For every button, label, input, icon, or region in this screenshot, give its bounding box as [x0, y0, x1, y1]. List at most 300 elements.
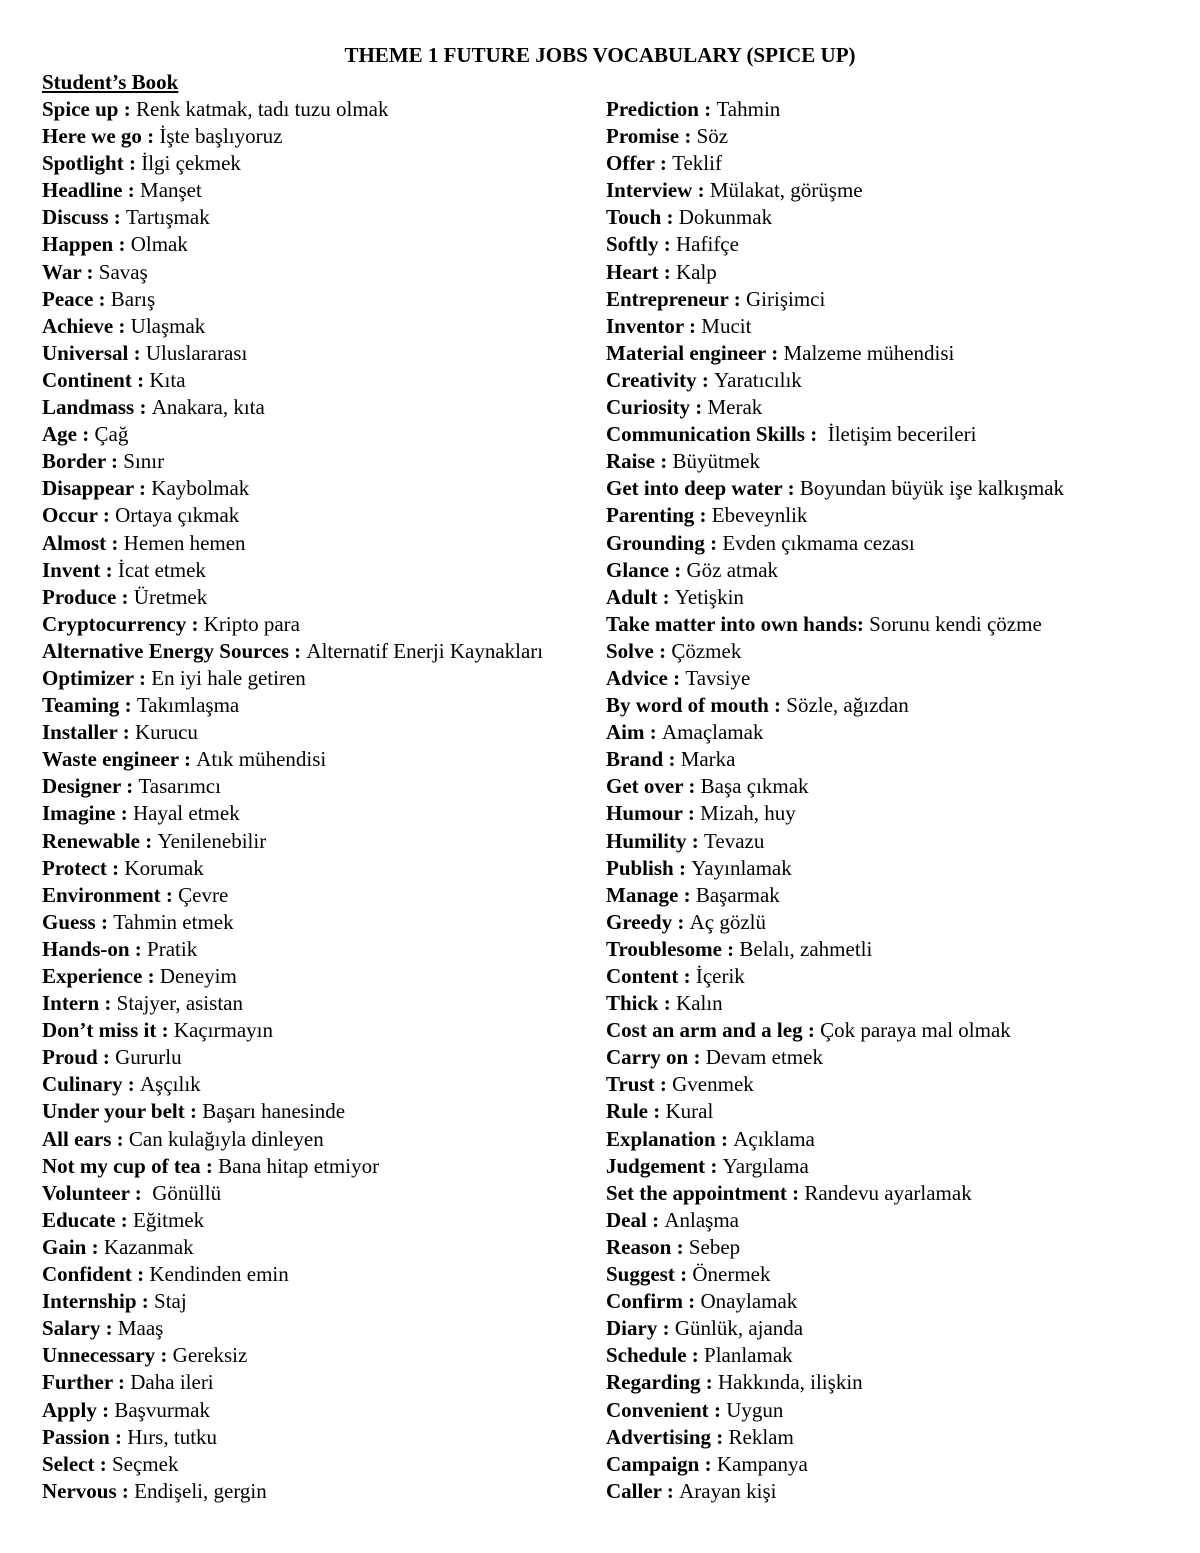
- vocab-term: Creativity: [606, 367, 697, 392]
- vocab-term: Softly: [606, 232, 659, 257]
- vocab-meaning: İlgi çekmek: [141, 151, 241, 176]
- vocab-term: Content: [606, 964, 679, 988]
- vocab-meaning: Deneyim: [159, 964, 237, 988]
- vocab-meaning: Girişimci: [746, 286, 826, 311]
- vocab-entry: [42, 1044, 605, 1071]
- vocab-entry: [606, 746, 1186, 773]
- vocab-entry: [606, 1397, 1186, 1424]
- vocab-entry: [606, 421, 1186, 448]
- vocab-entry: [606, 584, 1186, 611]
- vocab-term: Greedy: [606, 909, 673, 934]
- vocab-meaning: Atık mühendisi: [196, 747, 327, 772]
- vocab-separator: :: [156, 1018, 174, 1043]
- vocab-separator: :: [115, 1207, 133, 1232]
- vocab-meaning: Tavsiye: [685, 665, 751, 690]
- vocab-term: Intern: [42, 991, 100, 1016]
- vocab-entry: [606, 502, 1186, 529]
- vocab-meaning: Can kulağıyla dinleyen: [128, 1126, 324, 1151]
- vocab-entry: [606, 963, 1186, 990]
- vocab-term: Diary: [606, 1316, 658, 1341]
- vocab-term: Communication Skills: [606, 422, 805, 447]
- vocab-separator: :: [109, 1424, 128, 1449]
- vocab-entry: [606, 936, 1186, 963]
- vocab-entry: [606, 1044, 1186, 1071]
- vocab-entry: [42, 367, 605, 394]
- vocab-entry: [606, 150, 1186, 177]
- vocab-term: War: [42, 259, 82, 284]
- vocab-entry: [42, 1424, 605, 1451]
- vocab-entry: [606, 800, 1186, 827]
- vocab-term: Further: [42, 1370, 113, 1395]
- vocab-entry: [42, 1234, 605, 1261]
- vocab-meaning: Reklam: [728, 1424, 794, 1449]
- vocab-entry: [606, 1098, 1186, 1125]
- vocab-separator: :: [671, 1234, 689, 1259]
- vocab-entry: [42, 204, 605, 231]
- vocab-entry: [42, 746, 605, 773]
- vocab-term: Discuss: [42, 205, 109, 230]
- vocab-meaning: Kaybolmak: [151, 476, 250, 501]
- vocab-term: Touch: [606, 205, 662, 230]
- vocab-separator: :: [86, 1234, 104, 1259]
- vocab-entry: [606, 719, 1186, 746]
- vocab-meaning: Yetişkin: [674, 584, 744, 609]
- vocab-entry: [606, 828, 1186, 855]
- vocab-separator: :: [140, 828, 158, 853]
- vocab-entry: [606, 1369, 1186, 1396]
- vocab-entry: [42, 963, 605, 990]
- vocab-separator: :: [106, 855, 125, 880]
- vocab-meaning: Boyundan büyük işe kalkışmak: [799, 476, 1065, 501]
- vocab-entry: [42, 231, 605, 258]
- vocab-meaning: Gvenmek: [672, 1072, 754, 1097]
- vocab-meaning: Olmak: [130, 232, 188, 257]
- vocab-meaning: Kazanmak: [103, 1234, 194, 1259]
- vocab-separator: :: [128, 340, 146, 365]
- vocab-meaning: Sebep: [688, 1234, 741, 1259]
- vocab-entry: [606, 1071, 1186, 1098]
- vocab-separator: :: [106, 530, 124, 555]
- vocab-meaning: Takımlaşma: [136, 693, 240, 718]
- vocab-separator: :: [699, 1451, 717, 1476]
- vocab-meaning: İcat etmek: [117, 557, 206, 582]
- vocab-meaning: Ortaya çıkmak: [115, 503, 240, 528]
- vocab-meaning: Yenilenebilir: [157, 828, 267, 853]
- vocab-meaning: Sınır: [123, 449, 165, 474]
- vocab-separator: :: [705, 1153, 723, 1178]
- vocab-term: Cost an arm and a leg: [606, 1018, 803, 1043]
- vocab-term: Almost: [42, 530, 107, 555]
- vocab-meaning: Hafifçe: [676, 232, 739, 257]
- vocab-entry: [42, 177, 605, 204]
- vocab-separator: :: [184, 1099, 203, 1124]
- vocab-entry: [606, 882, 1186, 909]
- vocab-term: Advice: [606, 665, 668, 690]
- vocab-separator: :: [99, 991, 117, 1016]
- vocab-meaning: Barış: [110, 286, 156, 311]
- vocab-separator: :: [129, 936, 148, 961]
- vocab-meaning: Kampanya: [716, 1451, 808, 1476]
- vocab-term: Unnecessary: [42, 1343, 156, 1368]
- vocab-meaning: Aşçılık: [140, 1072, 201, 1097]
- vocab-entry: [606, 665, 1186, 692]
- vocab-term: Take matter into own hands: [606, 611, 857, 636]
- vocab-entry: [42, 773, 605, 800]
- vocab-term: Humour: [606, 801, 683, 826]
- vocab-term: Promise: [606, 124, 680, 149]
- vocab-term: Spice up: [42, 97, 119, 121]
- vocab-term: Protect: [42, 855, 107, 880]
- vocab-entry: [42, 1288, 605, 1315]
- vocab-entry: [42, 936, 605, 963]
- vocab-term: Apply: [42, 1397, 97, 1422]
- vocab-entry: [42, 1478, 605, 1505]
- vocab-entry: [42, 828, 605, 855]
- vocab-separator: :: [765, 340, 784, 365]
- vocab-term: Passion: [42, 1424, 110, 1449]
- vocab-term: Parenting: [606, 503, 695, 528]
- vocab-entry: [42, 584, 605, 611]
- vocab-meaning: Çok paraya mal olmak: [820, 1018, 1011, 1043]
- vocab-term: Teaming: [42, 693, 120, 718]
- vocab-meaning: Teklif: [672, 151, 722, 176]
- vocab-term: Get over: [606, 774, 684, 799]
- vocab-separator: :: [111, 1126, 129, 1151]
- vocab-entry: [42, 1071, 605, 1098]
- vocab-term: Material engineer: [606, 340, 766, 365]
- vocab-term: Rule: [606, 1099, 648, 1124]
- vocab-term: Brand: [606, 747, 664, 772]
- vocab-meaning: Ebeveynlik: [711, 503, 808, 528]
- vocab-separator: :: [200, 1153, 219, 1178]
- vocab-separator: :: [804, 422, 823, 447]
- vocab-entry: [606, 638, 1186, 665]
- vocab-separator: :: [661, 1478, 680, 1503]
- vocab-separator: :: [113, 232, 131, 257]
- vocab-separator: :: [81, 259, 99, 284]
- vocab-term: Alternative Energy Sources: [42, 638, 289, 663]
- vocab-term: Installer: [42, 720, 118, 745]
- vocab-term: Cryptocurrency: [42, 611, 187, 636]
- vocab-separator: :: [112, 1370, 131, 1395]
- vocab-meaning: Evden çıkmama cezası: [722, 530, 915, 555]
- vocab-separator: :: [117, 720, 135, 745]
- vocab-entry: [606, 367, 1186, 394]
- vocab-meaning: Onaylamak: [700, 1289, 798, 1314]
- vocab-separator: :: [786, 1180, 805, 1205]
- vocab-entry: [42, 719, 605, 746]
- vocab-separator: :: [698, 97, 717, 121]
- vocab-meaning: Marka: [680, 747, 736, 772]
- vocab-separator: :: [667, 665, 686, 690]
- vocab-meaning: Başarmak: [695, 882, 780, 907]
- vocab-separator: :: [142, 964, 160, 988]
- vocab-term: Solve: [606, 638, 654, 663]
- vocab-term: Troublesome: [606, 936, 722, 961]
- vocab-separator: :: [116, 584, 134, 609]
- vocab-entry: [606, 123, 1186, 150]
- vocab-meaning: Staj: [154, 1289, 187, 1314]
- vocab-meaning: En iyi hale getiren: [151, 665, 306, 690]
- vocab-term: Age: [42, 422, 77, 447]
- vocab-separator: :: [113, 313, 131, 338]
- vocab-separator: :: [663, 747, 681, 772]
- vocab-separator: :: [690, 395, 708, 420]
- vocab-entry: [42, 909, 605, 936]
- vocab-meaning: Başarı hanesinde: [202, 1099, 346, 1124]
- vocab-entry: [42, 1153, 605, 1180]
- vocab-meaning: Sorunu kendi çözme: [869, 611, 1042, 636]
- vocab-term: Internship: [42, 1289, 137, 1314]
- vocab-meaning: İletişim becerileri: [822, 422, 977, 447]
- vocab-separator: :: [94, 1451, 112, 1476]
- vocab-term: Caller: [606, 1478, 662, 1503]
- vocab-separator: :: [95, 909, 114, 934]
- vocab-term: Manage: [606, 882, 679, 907]
- page-title: THEME 1 FUTURE JOBS VOCABULARY (SPICE UP): [344, 43, 856, 67]
- vocab-entry: [42, 1315, 605, 1342]
- vocab-term: Heart: [606, 259, 659, 284]
- vocab-separator: :: [672, 909, 690, 934]
- vocab-meaning: Gönüllü: [147, 1180, 222, 1205]
- vocab-separator: :: [711, 1424, 729, 1449]
- vocab-separator: :: [679, 124, 697, 149]
- vocab-separator: :: [654, 1072, 673, 1097]
- vocab-term: By word of mouth: [606, 693, 769, 718]
- vocab-meaning: Devam etmek: [705, 1045, 823, 1070]
- vocab-entry: [42, 855, 605, 882]
- vocab-term: Confident: [42, 1262, 132, 1287]
- vocab-entry: [42, 313, 605, 340]
- vocab-term: Aim: [606, 720, 645, 745]
- vocab-entry: [42, 1207, 605, 1234]
- vocab-entry: [606, 1153, 1186, 1180]
- vocab-separator: :: [661, 205, 679, 230]
- vocab-meaning: Kripto para: [203, 611, 300, 636]
- vocab-separator: :: [654, 151, 673, 176]
- vocab-separator: :: [708, 1397, 727, 1422]
- vocab-term: Curiosity: [606, 395, 690, 420]
- vocab-term: Renewable: [42, 828, 140, 853]
- vocab-term: Waste engineer: [42, 747, 179, 772]
- vocab-entry: [606, 1017, 1186, 1044]
- vocab-meaning: Aç gözlü: [689, 909, 767, 934]
- vocab-column-right: [606, 96, 1186, 1505]
- vocab-separator: :: [288, 638, 307, 663]
- vocab-separator: :: [683, 774, 701, 799]
- vocab-entry: [606, 204, 1186, 231]
- vocab-term: Humility: [606, 828, 687, 853]
- vocab-meaning: Alternatif Enerji Kaynakları: [306, 638, 544, 663]
- vocab-separator: :: [657, 584, 675, 609]
- vocab-term: Salary: [42, 1316, 101, 1341]
- vocab-meaning: Büyütmek: [672, 449, 760, 474]
- vocab-separator: :: [100, 557, 118, 582]
- vocab-entry: [42, 448, 605, 475]
- vocab-entry: [606, 557, 1186, 584]
- vocab-meaning: Merak: [707, 395, 763, 420]
- vocab-entry: [606, 340, 1186, 367]
- vocab-entry: [606, 475, 1186, 502]
- vocab-separator: :: [97, 503, 116, 528]
- vocab-separator: :: [129, 1180, 148, 1205]
- vocab-meaning: Malzeme mühendisi: [783, 340, 955, 365]
- vocab-meaning: Seçmek: [111, 1451, 179, 1476]
- vocab-separator: :: [123, 151, 142, 176]
- vocab-term: Publish: [606, 855, 674, 880]
- vocab-meaning: Hayal etmek: [133, 801, 240, 826]
- vocab-entry: [42, 665, 605, 692]
- vocab-separator: :: [669, 557, 687, 582]
- vocab-meaning: Pratik: [147, 936, 198, 961]
- vocab-separator: :: [120, 774, 139, 799]
- vocab-entry: [606, 259, 1186, 286]
- vocab-entry: [606, 692, 1186, 719]
- vocab-separator: :: [658, 232, 676, 257]
- vocab-separator: :: [686, 828, 705, 853]
- vocab-separator: :: [116, 1478, 135, 1503]
- vocab-separator: :: [100, 1316, 118, 1341]
- vocab-term: Hands-on: [42, 936, 130, 961]
- vocab-meaning: Başa çıkmak: [700, 774, 809, 799]
- vocab-meaning: Kural: [665, 1099, 714, 1124]
- vocab-term: Under your belt: [42, 1099, 185, 1124]
- vocab-separator: :: [644, 720, 662, 745]
- vocab-meaning: Mucit: [701, 313, 752, 338]
- vocab-meaning: Gururlu: [115, 1045, 182, 1070]
- vocab-entry: [606, 1424, 1186, 1451]
- vocab-entry: [606, 394, 1186, 421]
- vocab-entry: [42, 882, 605, 909]
- vocab-meaning: Uygun: [726, 1397, 784, 1422]
- vocab-meaning: Sözle, ağızdan: [786, 693, 909, 718]
- vocab-entry: [42, 340, 605, 367]
- vocab-entry: [606, 177, 1186, 204]
- vocab-entry: [42, 1261, 605, 1288]
- vocab-term: Spotlight: [42, 151, 124, 176]
- vocab-meaning: Kalın: [676, 991, 723, 1016]
- vocab-entry: [42, 502, 605, 529]
- vocab-term: Deal: [606, 1207, 647, 1232]
- vocab-term: Educate: [42, 1207, 116, 1232]
- vocab-entry: [606, 286, 1186, 313]
- vocab-separator: :: [122, 178, 141, 203]
- vocab-separator: :: [678, 964, 696, 988]
- vocab-term: Reason: [606, 1234, 672, 1259]
- vocab-term: Volunteer: [42, 1180, 130, 1205]
- vocab-meaning: Anakara, kıta: [151, 395, 265, 420]
- vocab-meaning: Mülakat, görüşme: [709, 178, 863, 203]
- vocab-meaning: Yayınlamak: [691, 855, 792, 880]
- vocab-separator: :: [122, 1072, 141, 1097]
- vocab-separator: :: [119, 693, 137, 718]
- vocab-term: Border: [42, 449, 106, 474]
- vocab-meaning: Manşet: [140, 178, 202, 203]
- vocab-separator: :: [696, 367, 715, 392]
- vocab-entry: [42, 692, 605, 719]
- vocab-term: Continent: [42, 367, 132, 392]
- vocab-separator: :: [115, 801, 133, 826]
- vocab-separator: :: [658, 991, 677, 1016]
- vocab-entry: [42, 123, 605, 150]
- vocab-separator: :: [93, 286, 111, 311]
- vocab-separator: :: [118, 97, 136, 121]
- vocab-entry: [606, 1126, 1186, 1153]
- vocab-term: Achieve: [42, 313, 114, 338]
- vocab-term: Occur: [42, 503, 98, 528]
- vocab-entry: [42, 611, 605, 638]
- vocab-term: Interview: [606, 178, 693, 203]
- vocab-meaning: Renk katmak, tadı tuzu olmak: [135, 97, 389, 121]
- vocab-separator: :: [136, 1289, 155, 1314]
- vocab-term: Get into deep water: [606, 476, 783, 501]
- vocab-term: Produce: [42, 584, 117, 609]
- vocab-meaning: Günlük, ajanda: [674, 1316, 804, 1341]
- vocab-term: Invent: [42, 557, 101, 582]
- vocab-separator: :: [97, 1045, 116, 1070]
- vocab-term: Nervous: [42, 1478, 117, 1503]
- vocab-meaning: Hemen hemen: [123, 530, 246, 555]
- vocab-meaning: Eğitmek: [133, 1207, 205, 1232]
- vocab-meaning: Tahmin etmek: [113, 909, 234, 934]
- vocab-term: Happen: [42, 232, 114, 257]
- vocab-entry: [42, 638, 605, 665]
- vocab-entry: [606, 231, 1186, 258]
- vocab-term: Suggest: [606, 1262, 675, 1287]
- vocab-meaning: Daha ileri: [130, 1370, 214, 1395]
- vocab-entry: [606, 96, 1186, 123]
- vocab-separator: :: [678, 882, 696, 907]
- vocab-meaning: Söz: [696, 124, 729, 149]
- vocab-meaning: Yargılama: [722, 1153, 809, 1178]
- vocab-term: Prediction: [606, 97, 699, 121]
- vocab-meaning: Önermek: [692, 1262, 771, 1287]
- vocab-meaning: Maaş: [117, 1316, 164, 1341]
- vocab-entry: [42, 259, 605, 286]
- vocab-separator: :: [178, 747, 197, 772]
- vocab-entry: [606, 909, 1186, 936]
- vocab-term: Peace: [42, 286, 94, 311]
- vocab-entry: [606, 1180, 1186, 1207]
- vocab-entry: [606, 1288, 1186, 1315]
- vocab-separator: :: [683, 1289, 701, 1314]
- vocab-term: Grounding: [606, 530, 705, 555]
- vocab-separator: :: [131, 1262, 150, 1287]
- vocab-meaning: Üretmek: [133, 584, 208, 609]
- vocab-term: Raise: [606, 449, 655, 474]
- vocab-separator: :: [133, 476, 152, 501]
- vocab-term: Not my cup of tea: [42, 1153, 201, 1178]
- vocab-term: Inventor: [606, 313, 684, 338]
- vocab-entry: [42, 800, 605, 827]
- vocab-meaning: Arayan kişi: [679, 1478, 777, 1503]
- vocab-separator: :: [802, 1018, 821, 1043]
- vocab-entry: [42, 1451, 605, 1478]
- vocab-term: Advertising: [606, 1424, 711, 1449]
- vocab-term: Glance: [606, 557, 669, 582]
- vocab-term: Gain: [42, 1234, 87, 1259]
- vocab-meaning: İçerik: [695, 964, 745, 988]
- vocab-entry: [606, 448, 1186, 475]
- vocab-term: Regarding: [606, 1370, 701, 1395]
- vocab-term: Explanation: [606, 1126, 716, 1151]
- vocab-meaning: Tartışmak: [126, 205, 210, 230]
- vocab-term: Set the appointment: [606, 1180, 787, 1205]
- vocab-term: Convenient: [606, 1397, 709, 1422]
- vocab-entry: [606, 1451, 1186, 1478]
- vocab-separator: :: [648, 1099, 666, 1124]
- vocab-separator: :: [782, 476, 800, 501]
